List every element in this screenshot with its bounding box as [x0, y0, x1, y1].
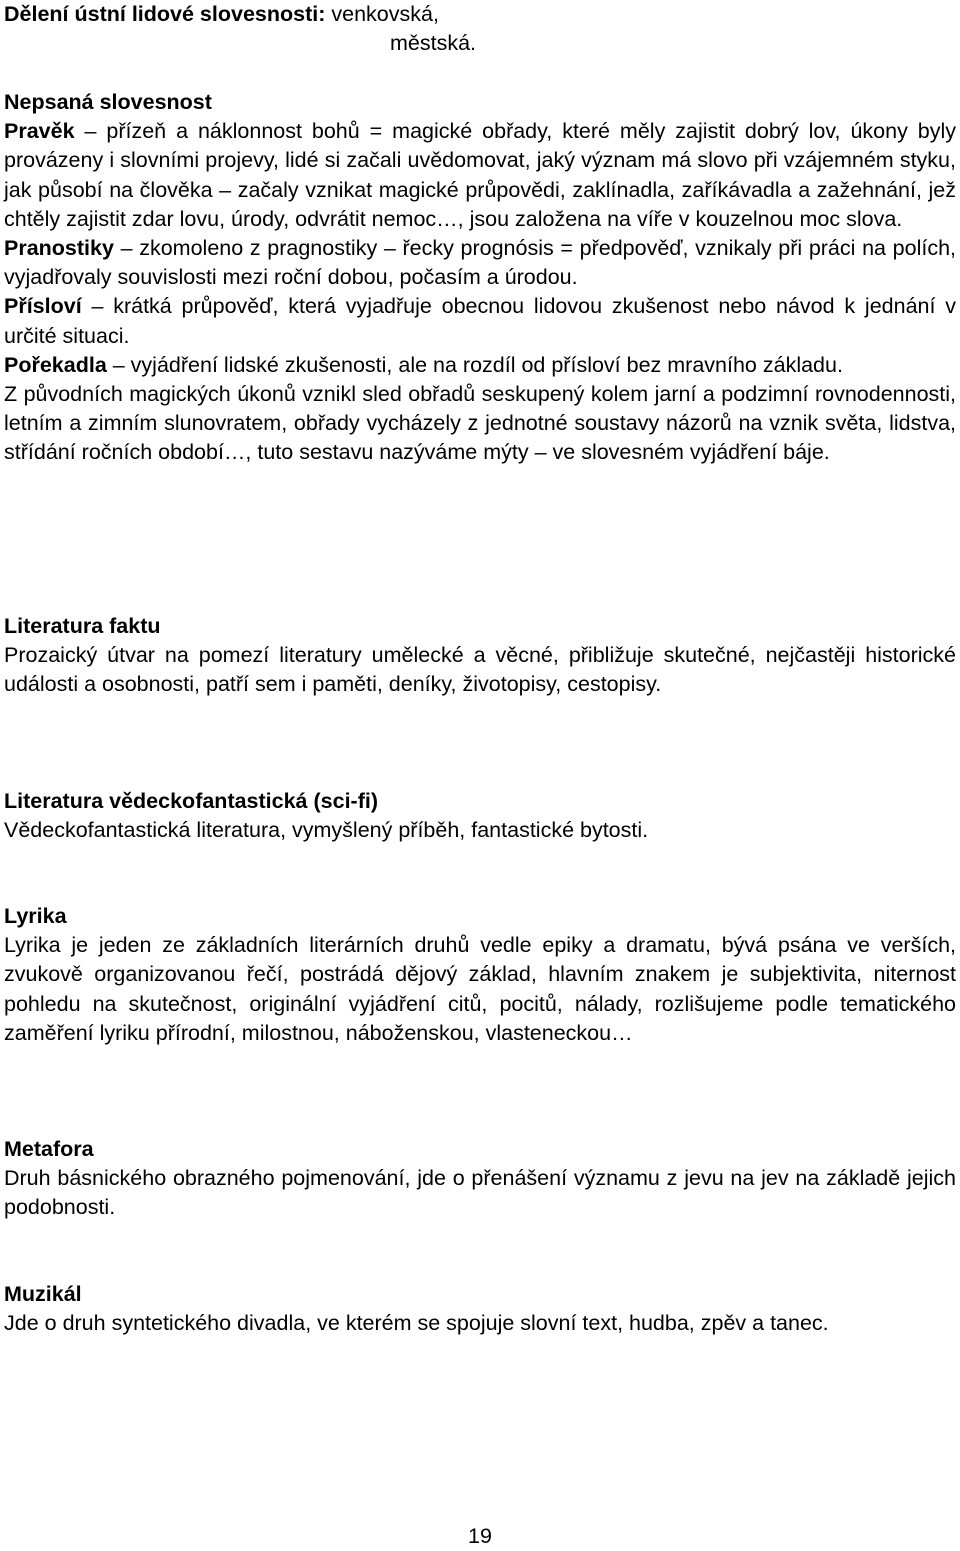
section-heading: Literatura faktu: [4, 614, 161, 638]
term-pravek: Pravěk: [4, 119, 75, 144]
document-header: [4, 0, 956, 58]
header-title-rest: venkovská,: [325, 2, 439, 26]
section-heading: Metafora: [4, 1137, 94, 1161]
header-title: Dělení ústní lidové slovesnosti:: [4, 2, 326, 26]
section-text: Druh básnického obrazného pojmenování, jde o přenášení významu z jevu na jev na základě jejich podobnosti.: [4, 1166, 956, 1220]
page-number: 19: [468, 1524, 492, 1548]
section-text: Jde o druh syntetického divadla, ve kterém se spojuje slovní text, hudba, zpěv a tanec.: [4, 1311, 829, 1336]
text-pranostiky: – zkomoleno z pragnostiky – řecky prognósis = předpověď, vznikaly při práci na polích, vyjadřovaly souvislosti mezi roční dobou, počasím a úrodou.: [4, 236, 956, 290]
paragraph-porekadla: [4, 351, 956, 380]
section-heading: Lyrika: [4, 904, 67, 928]
section-muzikal: [4, 1280, 956, 1338]
section-literatura-faktu: [4, 612, 956, 700]
text-pravek: – přízeň a náklonnost bohů = magické obřady, které měly zajistit dobrý lov, úkony byly provázeny i slovními projevy, lidé si začali uvědomovat, jaký význam má slovo při vzájemném styku, jak působí na člověka – začaly vznikat magické průpovědi, zaklínadla, zaříkávadla a zažehnání, jež chtěly zajistit zdar lovu, úrody, odvrátit nemoc…, jsou založena na víře v kouzelnou moc slova.: [4, 119, 956, 231]
section-text: Lyrika je jeden ze základních literárních druhů vedle epiky a dramatu, bývá psána ve verších, zvukově organizovanou řečí, postrádá dějový základ, hlavním znakem je subjektivita, niternost pohledu na skutečnost, originální vyjádření citů, pocitů, nálady, rozlišujeme podle tematického zaměření lyriku přírodní, milostnou, náboženskou, vlasteneckou…: [4, 933, 956, 1045]
paragraph-pravek: [4, 117, 956, 234]
section-heading: Muzikál: [4, 1282, 82, 1306]
paragraph-prislovi: [4, 292, 956, 350]
section-metafora: [4, 1135, 956, 1223]
section-text: Prozaický útvar na pomezí literatury umělecké a věcné, přibližuje skutečné, nejčastěji historické události a osobnosti, patří sem i paměti, deníky, životopisy, cestopisy.: [4, 643, 956, 697]
section-lyrika: [4, 902, 956, 1048]
header-title-line2: městská.: [390, 31, 477, 56]
paragraph-pranostiky: [4, 234, 956, 292]
section-scifi: [4, 787, 956, 845]
term-prislovi: Přísloví: [4, 294, 82, 319]
paragraph-myty: Z původních magických úkonů vznikl sled obřadů seskupený kolem jarní a podzimní rovnodennosti, letním a zimním slunovratem, obřady vycházely z jednotné soustavy názorů na vznik světa, lidstva, střídání ročních období…, tuto sestavu nazýváme mýty – ve slovesném vyjádření báje.: [4, 382, 956, 465]
term-porekadla: Pořekadla: [4, 352, 107, 377]
text-prislovi: – krátká průpověď, která vyjadřuje obecnou lidovou zkušenost nebo návod k jednání v určité situaci.: [4, 294, 956, 348]
text-porekadla: – vyjádření lidské zkušenosti, ale na rozdíl od přísloví bez mravního základu.: [106, 352, 843, 377]
section-heading: Nepsaná slovesnost: [4, 90, 212, 114]
section-text: Vědeckofantastická literatura, vymyšlený příběh, fantastické bytosti.: [4, 818, 649, 843]
term-pranostiky: Pranostiky: [4, 236, 114, 261]
section-nepsana: [4, 88, 956, 468]
section-heading: Literatura vědeckofantastická (sci-fi): [4, 789, 378, 813]
